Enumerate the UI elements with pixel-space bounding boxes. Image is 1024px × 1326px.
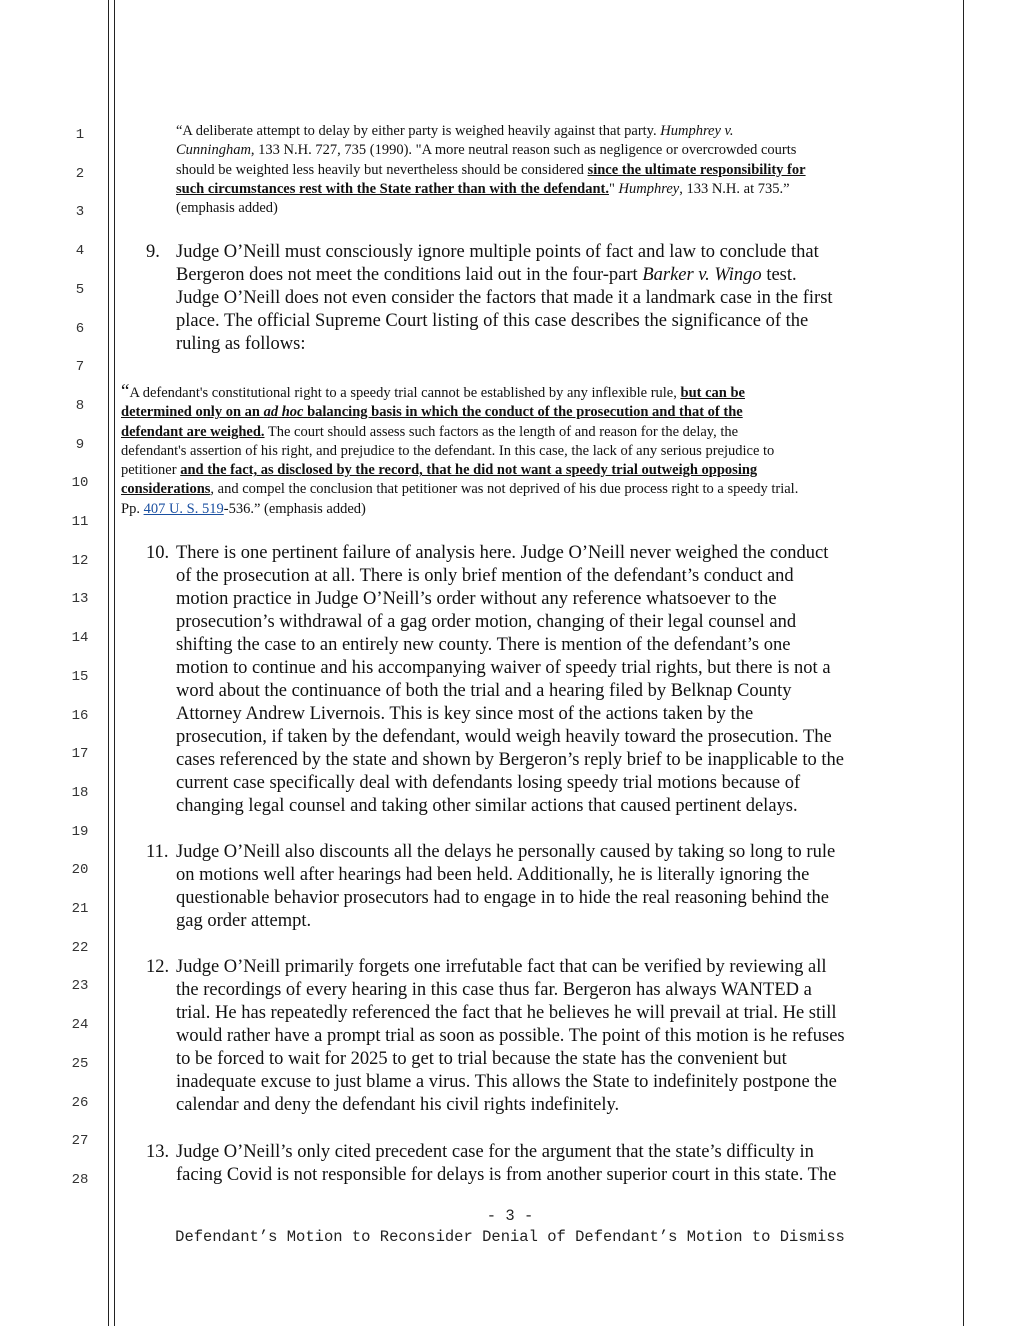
line-number: 18: [71, 784, 89, 801]
paragraph-line: the recordings of every hearing in this case thus far. Bergeron has always WANTED a: [176, 980, 812, 1000]
paragraph-line: motion to continue and his accompanying waiver of speedy trial rights, but there is not a: [176, 658, 831, 678]
line-number: 19: [71, 823, 89, 840]
citation-link[interactable]: 407 U. S. 519: [143, 500, 224, 517]
line-number: 16: [71, 707, 89, 724]
paragraph-11-number: 11.: [146, 842, 169, 862]
right-margin-rule: [963, 0, 964, 1326]
paragraph-9-number: 9.: [146, 242, 160, 262]
line-number: 12: [71, 552, 89, 569]
quote2-line7: Pp. 407 U. S. 519-536.” (emphasis added): [121, 500, 366, 517]
paragraph-line: on motions well after hearings had been held. Additionally, he is literally ignoring the: [176, 865, 810, 885]
paragraph-line: cases referenced by the state and shown by Bergeron’s reply brief to be inapplicable to the: [176, 750, 844, 770]
left-margin-rule-inner: [114, 0, 115, 1326]
line-number: 8: [75, 397, 85, 414]
line-number: 17: [71, 746, 89, 763]
line-number: 1: [75, 127, 85, 143]
paragraph-line: current case specifically deal with defendants losing speedy trial motions because of: [176, 773, 801, 793]
left-margin-rule-outer: [108, 0, 109, 1326]
p9-line1: Judge O’Neill must consciously ignore multiple points of fact and law to conclude that: [176, 242, 819, 262]
paragraph-line: prosecution, if taken by the defendant, would weigh heavily toward the prosecution. The: [176, 727, 832, 747]
quote1-line3: should be weighted less heavily but nevertheless should be considered since the ultimate responsibility for: [176, 161, 806, 178]
line-number: 23: [71, 978, 89, 995]
line-number: 28: [71, 1171, 89, 1188]
paragraph-line: to be forced to wait for 2025 to get to trial because the state has the convenient but: [176, 1049, 787, 1069]
paragraph-line: motion practice in Judge O’Neill’s order without any reference whatsoever to the: [176, 589, 777, 609]
paragraph-10: [176, 542, 916, 818]
quote2-line5: petitioner and the fact, as disclosed by the record, that he did not want a speedy trial outweigh opposing: [121, 462, 758, 479]
paragraph-line: Judge O’Neill also discounts all the delays he personally caused by taking so long to rule: [176, 842, 836, 862]
paragraph-line: inadequate excuse to just blame a virus. This allows the State to indefinitely postpone the: [176, 1072, 837, 1092]
paragraph-line: trial. He has repeatedly referenced the fact that he believes he will prevail at trial. He still: [176, 1003, 837, 1023]
line-number: 6: [75, 320, 85, 337]
quote2-line6: considerations, and compel the conclusion that petitioner was not deprived of his due process right to a speedy trial.: [121, 481, 799, 498]
p9-line2: Bergeron does not meet the conditions laid out in the four-part Barker v. Wingo test.: [176, 265, 797, 285]
quote2-line2: determined only on an ad hoc balancing basis in which the conduct of the prosecution and that of the: [121, 404, 743, 421]
paragraph-10-number: 10.: [146, 543, 170, 563]
paragraph-line: word about the continuance of both the trial and a hearing filed by Belknap County: [176, 681, 792, 701]
paragraph-11: [176, 841, 916, 933]
paragraph-line: prosecution’s withdrawal of a gag order motion, changing of their legal counsel and: [176, 612, 797, 632]
paragraph-line: There is one pertinent failure of analysis here. Judge O’Neill never weighed the conduct: [176, 543, 829, 563]
line-number: 11: [71, 514, 89, 530]
paragraph-13: [176, 1141, 916, 1187]
line-number: 10: [71, 475, 89, 492]
line-number: 4: [75, 243, 85, 260]
paragraph-12: [176, 956, 916, 1117]
page-number: - 3 -: [486, 1207, 534, 1225]
quote1-line1: “A deliberate attempt to delay by either party is weighed heavily against that party. Humphrey v.: [176, 123, 734, 139]
line-number: 2: [75, 165, 85, 182]
quote1-line5: (emphasis added): [176, 200, 278, 217]
paragraph-line: of the prosecution at all. There is only brief mention of the defendant’s conduct and: [176, 566, 794, 586]
line-number: 7: [75, 359, 85, 376]
paragraph-line: would rather have a prompt trial as soon as possible. The point of this motion is he refuses: [176, 1026, 845, 1046]
line-number: 20: [71, 862, 89, 879]
paragraph-line: shifting the case to an entirely new county. There is mention of the defendant’s one: [176, 635, 791, 655]
paragraph-13-number: 13.: [146, 1142, 170, 1162]
line-number: 21: [71, 901, 89, 917]
line-number: 15: [71, 668, 89, 685]
line-number: 14: [71, 630, 89, 647]
line-number-column: [60, 0, 104, 1326]
page-footer: [110, 1206, 910, 1248]
line-number: 5: [75, 281, 85, 298]
line-number: 22: [71, 939, 89, 956]
quote1-line4: such circumstances rest with the State rather than with the defendant." Humphrey, 133 N.H. at 735.”: [176, 180, 790, 197]
paragraph-line: Attorney Andrew Livernois. This is key since most of the actions taken by the: [176, 704, 754, 724]
line-number: 27: [71, 1133, 89, 1150]
line-number: 25: [71, 1055, 89, 1072]
line-number: 13: [71, 591, 89, 608]
quote-barker-v-wingo: [121, 382, 921, 519]
quote2-line1: “A defendant's constitutional right to a speedy trial cannot be established by any inflexible rule, but can be: [121, 381, 745, 402]
p9-line3: Judge O’Neill does not even consider the factors that made it a landmark case in the first: [176, 288, 833, 308]
paragraph-line: changing legal counsel and taking other similar actions that caused pertinent delays.: [176, 796, 798, 816]
document-title: Defendant’s Motion to Reconsider Denial of Defendant’s Motion to Dismiss: [175, 1228, 845, 1246]
paragraph-12-number: 12.: [146, 957, 170, 977]
paragraph-line: questionable behavior prosecutors had to engage in to hide the real reasoning behind the: [176, 888, 829, 908]
quote-humphrey: [176, 122, 916, 218]
quote2-line4: defendant's assertion of his right, and prejudice to the defendant. In this case, the lack of any serious prejudice to: [121, 442, 775, 459]
line-number: 24: [71, 1017, 89, 1034]
p9-line4: place. The official Supreme Court listing of this case describes the significance of the: [176, 311, 809, 331]
paragraph-line: facing Covid is not responsible for delays is from another superior court in this state. The: [176, 1165, 837, 1185]
line-number: 26: [71, 1094, 89, 1111]
paragraph-9: [176, 241, 916, 356]
paragraph-line: Judge O’Neill primarily forgets one irrefutable fact that can be verified by reviewing all: [176, 957, 827, 977]
line-number: 9: [75, 436, 85, 453]
paragraph-line: gag order attempt.: [176, 911, 312, 931]
quote1-line2: Cunningham, 133 N.H. 727, 735 (1990). "A more neutral reason such as negligence or overcrowded courts: [176, 142, 797, 159]
paragraph-line: Judge O’Neill’s only cited precedent case for the argument that the state’s difficulty in: [176, 1142, 814, 1162]
line-number: 3: [75, 204, 85, 221]
paragraph-line: calendar and deny the defendant his civil rights indefinitely.: [176, 1095, 620, 1115]
quote2-line3: defendant are weighed. The court should assess such factors as the length of and reason for the delay, the: [121, 423, 739, 440]
p9-line5: ruling as follows:: [176, 334, 306, 354]
